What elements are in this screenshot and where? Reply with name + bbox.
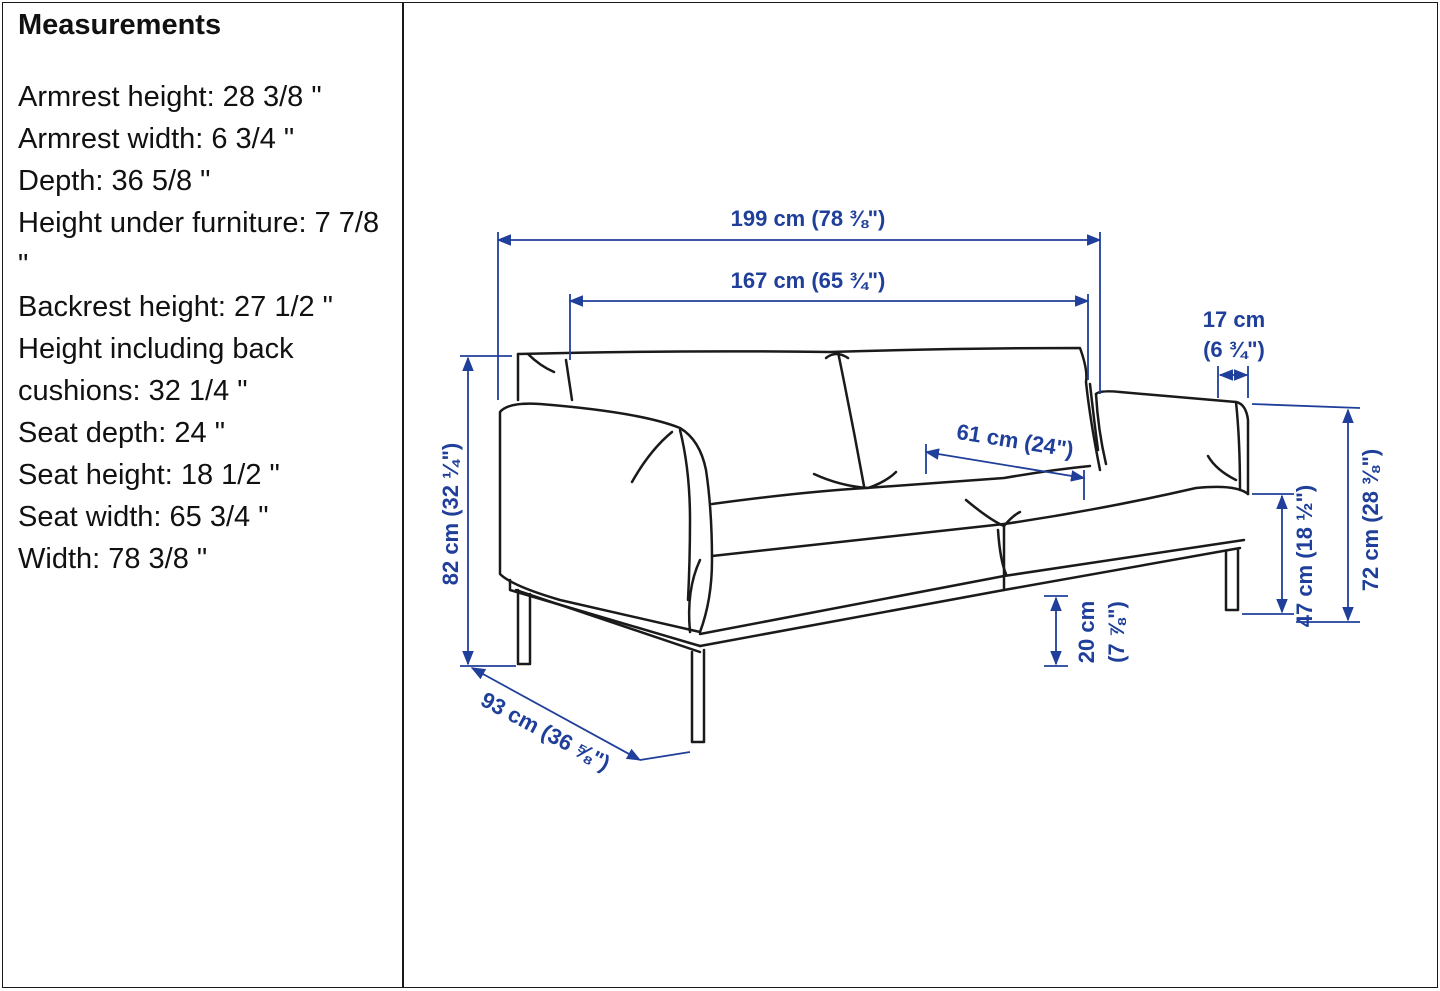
armrest-width-in-label: (6 ¾") (1203, 337, 1265, 362)
backrest-tuft-left (528, 354, 554, 372)
measurement-list (18, 76, 388, 580)
left-armrest-inner (680, 430, 690, 600)
right-armrest-outline (1096, 391, 1248, 494)
leg-back-left (518, 590, 530, 664)
seat-front-bottom (700, 540, 1244, 634)
height-including-cushions-item: Height including back cushions: 32 1/4 " (18, 333, 294, 407)
seat-back-line (712, 466, 1090, 504)
seat-depth-item: Seat depth: 24 " (18, 417, 226, 449)
left-armrest-outline (500, 404, 712, 632)
armrest-height-item: Armrest height: 28 3/8 " (18, 81, 322, 113)
back-cushion-divider (838, 352, 864, 486)
under-height-in-label: (7 ⅞") (1104, 601, 1129, 663)
height-under-furniture-item: Height under furniture: 7 7/8 " (18, 207, 380, 281)
left-armrest-curve (632, 432, 672, 482)
sofa-diagram-svg (404, 4, 1436, 986)
panel-title: Measurements (18, 9, 222, 41)
leg-front-left (692, 650, 704, 742)
seat-height-label: 47 cm (18 ½") (1292, 484, 1317, 628)
depth-item: Depth: 36 5/8 " (18, 165, 211, 197)
width-label: 199 cm (78 ⅜") (730, 206, 886, 231)
seat-width-item: Seat width: 65 3/4 " (18, 501, 269, 533)
backrest-height-item: Backrest height: 27 1/2 " (18, 291, 333, 323)
seat-front-top (712, 487, 1248, 556)
base-left-side (510, 580, 700, 646)
right-armrest-edge (1236, 402, 1240, 490)
back-cushion-left-crease (566, 360, 572, 400)
base-left-lower (516, 590, 700, 652)
sofa-drawing (500, 348, 1248, 742)
armrest-height-label: 72 cm (28 ⅜") (1358, 448, 1383, 592)
back-cushion-tuft-top (826, 354, 848, 358)
seat-front-lower (700, 548, 1240, 646)
sofa-diagram (404, 4, 1436, 986)
depth-label: 93 cm (36 ⅝") (476, 686, 615, 776)
armrest-width-cm-label: 17 cm (1202, 307, 1266, 332)
seat-depth-label: 61 cm (24") (954, 419, 1076, 463)
left-armrest-crease (689, 560, 700, 632)
width-item: Width: 78 3/8 " (18, 543, 208, 575)
right-armrest-tuft (1208, 456, 1236, 480)
leg-right (1226, 550, 1238, 610)
armrest-width-item: Armrest width: 6 3/4 " (18, 123, 295, 155)
under-height-cm-label: 20 cm (1074, 600, 1099, 664)
total-height-label: 82 cm (32 ¼") (438, 442, 463, 586)
seat-width-label: 167 cm (65 ¾") (730, 268, 886, 293)
seat-height-item: Seat height: 18 1/2 " (18, 459, 280, 491)
measurements-panel (18, 6, 388, 580)
